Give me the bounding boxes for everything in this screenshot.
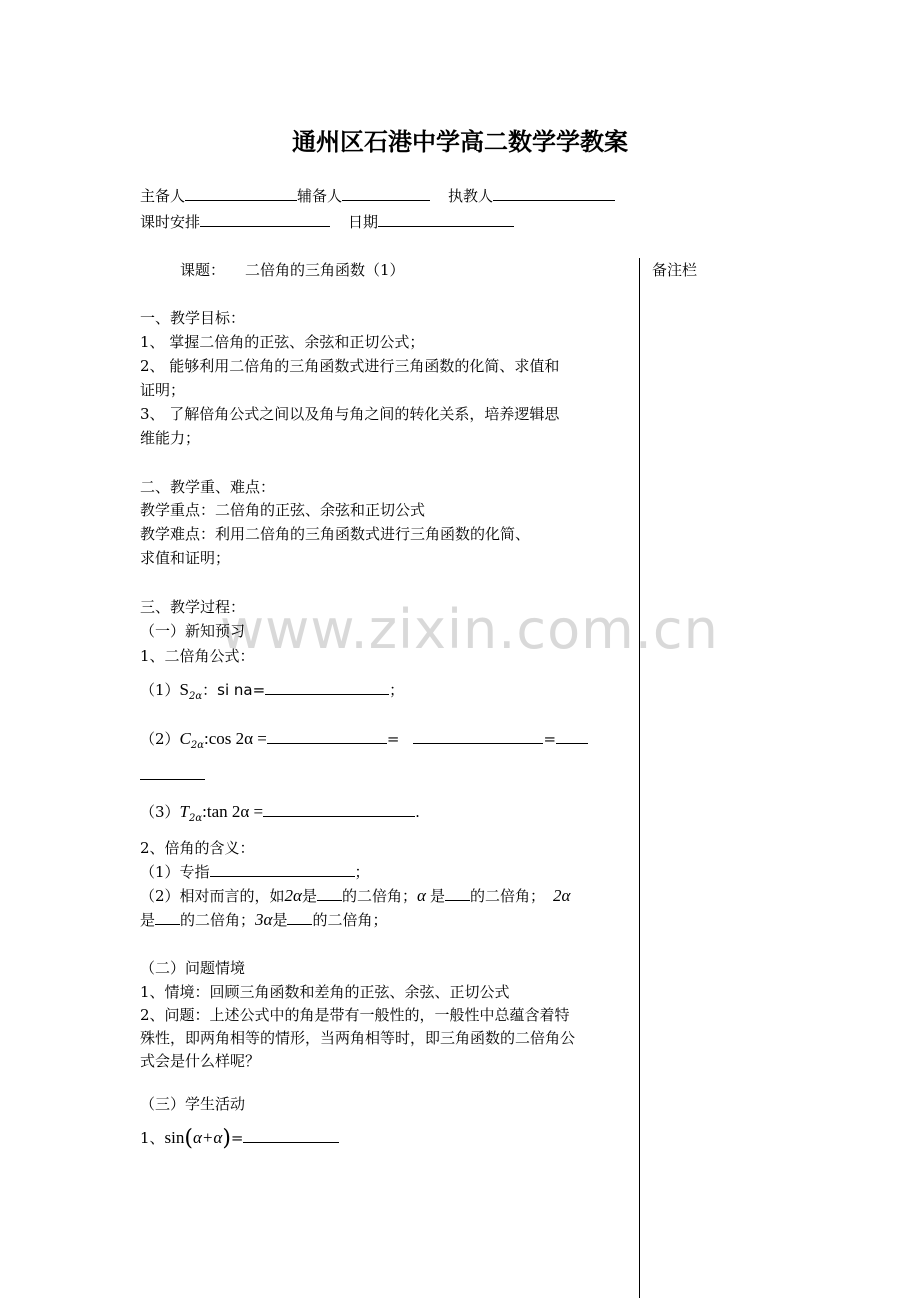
objective-1: 1、 掌握二倍角的正弦、余弦和正切公式； (140, 333, 425, 351)
problem-question: 2、问题：上述公式中的角是带有一般性的，一般性中总蕴含着特 (140, 1006, 570, 1024)
activity-1 (140, 1128, 339, 1149)
meaning-3-text-a: 是 (140, 911, 156, 929)
lesson-topic-label: 课题： (180, 261, 226, 279)
meaning-2-text-b: 是 (301, 887, 317, 905)
meaning-heading: 2、倍角的含义： (140, 839, 255, 857)
meaning-1 (140, 862, 370, 882)
activity-1-sin: sin (164, 1128, 185, 1147)
formula-2-text: :cos 2α = (204, 729, 267, 748)
lesson-topic: 二倍角的三角函数（1） (245, 261, 405, 279)
meaning-2-blank-2[interactable] (445, 886, 470, 901)
formula-1-symbol: S (179, 680, 190, 699)
problem-question-cont: 殊性，即两角相等的情形，当两角相等时，即三角函数的二倍角公 (140, 1029, 576, 1047)
meaning-2-text-c: 的二倍角； (342, 887, 418, 905)
formula-heading: 1、二倍角公式： (140, 647, 255, 665)
formula-sin (140, 680, 404, 707)
formula-2-blank-continuation[interactable] (140, 779, 205, 780)
problem-question-end: 式会是什么样呢？ (140, 1052, 261, 1070)
formula-3-end: . (415, 803, 420, 821)
section-1-heading: 一、教学目标： (140, 309, 246, 327)
teacher-blank[interactable] (493, 186, 615, 201)
formula-1-subscript: 2α (189, 691, 203, 702)
meaning-2-text-e: 的二倍角； (469, 887, 545, 905)
formula-2-subscript: 2α (190, 740, 205, 751)
meaning-3-blank-2[interactable] (287, 910, 312, 925)
meaning-2-text-a: （2）相对而言的，如 (140, 887, 285, 905)
activity-1-number: 1、 (140, 1129, 165, 1147)
formula-2-blank-2[interactable] (413, 729, 543, 744)
date-blank[interactable] (378, 212, 514, 227)
meaning-2-2alpha-b: 2α (552, 886, 571, 905)
difficulty-cont: 求值和证明； (140, 549, 231, 567)
difficulty: 教学难点：利用二倍角的三角函数式进行三角函数的化简、 (140, 525, 531, 543)
remarks-column-label: 备注栏 (652, 261, 698, 279)
formula-1-end: ； (389, 681, 405, 699)
formula-3-blank[interactable] (263, 802, 415, 817)
meaning-1-label: （1）专指 (140, 863, 210, 881)
key-point: 教学重点：二倍角的正弦、余弦和正切公式 (140, 501, 426, 519)
meaning-3-3alpha: 3α (255, 910, 273, 929)
formula-cos (140, 729, 588, 756)
activity-1-blank[interactable] (243, 1128, 339, 1143)
formula-3-text: :tan 2α = (202, 802, 264, 821)
teacher-label: 执教人 (448, 187, 494, 205)
assistant-preparer-label: 辅备人 (297, 187, 343, 205)
activity-1-equals: = (230, 1129, 244, 1147)
objective-3: 3、 了解倍角公式之间以及角与角之间的转化关系，培养逻辑思 (140, 405, 560, 423)
formula-1-blank[interactable] (265, 680, 389, 695)
meaning-2 (140, 886, 570, 906)
formula-2-blank-1[interactable] (267, 729, 387, 744)
activity-1-open-paren: ( (184, 1126, 193, 1151)
section-3-heading: 三、教学过程： (140, 598, 246, 616)
formula-2-equals-2: = (543, 730, 557, 748)
meaning-3-text-d: 的二倍角； (312, 911, 388, 929)
formula-2-blank-3[interactable] (556, 729, 588, 744)
formula-3-subscript: 2α (189, 813, 203, 824)
meaning-2-blank-1[interactable] (317, 886, 342, 901)
formula-3-symbol: T (179, 802, 190, 821)
problem-context: 1、情境：回顾三角函数和差角的正弦、余弦、正切公式 (140, 983, 510, 1001)
objective-3-cont: 维能力； (140, 429, 201, 447)
main-preparer-blank[interactable] (185, 186, 297, 201)
watermark: www.zixin.com.cn (220, 598, 719, 661)
page-title: 通州区石港中学高二数学学教案 (292, 127, 628, 156)
date-label: 日期 (348, 213, 379, 231)
header-row-1 (140, 186, 615, 206)
formula-2-equals: = (386, 730, 400, 748)
section-2-heading: 二、教学重、难点： (140, 478, 276, 496)
formula-tan (140, 802, 420, 829)
formula-2-symbol: C (179, 729, 191, 748)
objective-2: 2、 能够利用二倍角的三角函数式进行三角函数的化简、求值和 (140, 357, 560, 375)
meaning-3-text-c: 是 (272, 911, 288, 929)
main-preparer-label: 主备人 (140, 187, 186, 205)
formula-1-number: （1） (140, 681, 180, 699)
meaning-2-alpha: α (417, 886, 426, 905)
subsection-problem: （二）问题情境 (140, 959, 246, 977)
meaning-3 (140, 910, 388, 930)
meaning-3-text-b: 的二倍角； (180, 911, 256, 929)
remarks-divider (639, 258, 640, 1298)
assistant-preparer-blank[interactable] (342, 186, 430, 201)
subsection-activity: （三）学生活动 (140, 1095, 246, 1113)
lesson-schedule-label: 课时安排 (140, 213, 201, 231)
meaning-2-text-d: 是 (429, 887, 445, 905)
formula-1-text: ：si na= (202, 681, 266, 699)
activity-1-argument: α+α (192, 1128, 223, 1147)
meaning-2-2alpha: 2α (284, 886, 302, 905)
subsection-preview: （一）新知预习 (140, 622, 246, 640)
meaning-1-blank[interactable] (210, 862, 355, 877)
objective-2-cont: 证明； (140, 381, 186, 399)
header-row-2 (140, 212, 514, 232)
meaning-1-end: ； (354, 863, 370, 881)
formula-2-number: （2） (140, 730, 180, 748)
meaning-3-blank-1[interactable] (155, 910, 180, 925)
lesson-schedule-blank[interactable] (200, 212, 330, 227)
formula-3-number: （3） (140, 803, 180, 821)
activity-1-close-paren: ) (222, 1126, 231, 1151)
